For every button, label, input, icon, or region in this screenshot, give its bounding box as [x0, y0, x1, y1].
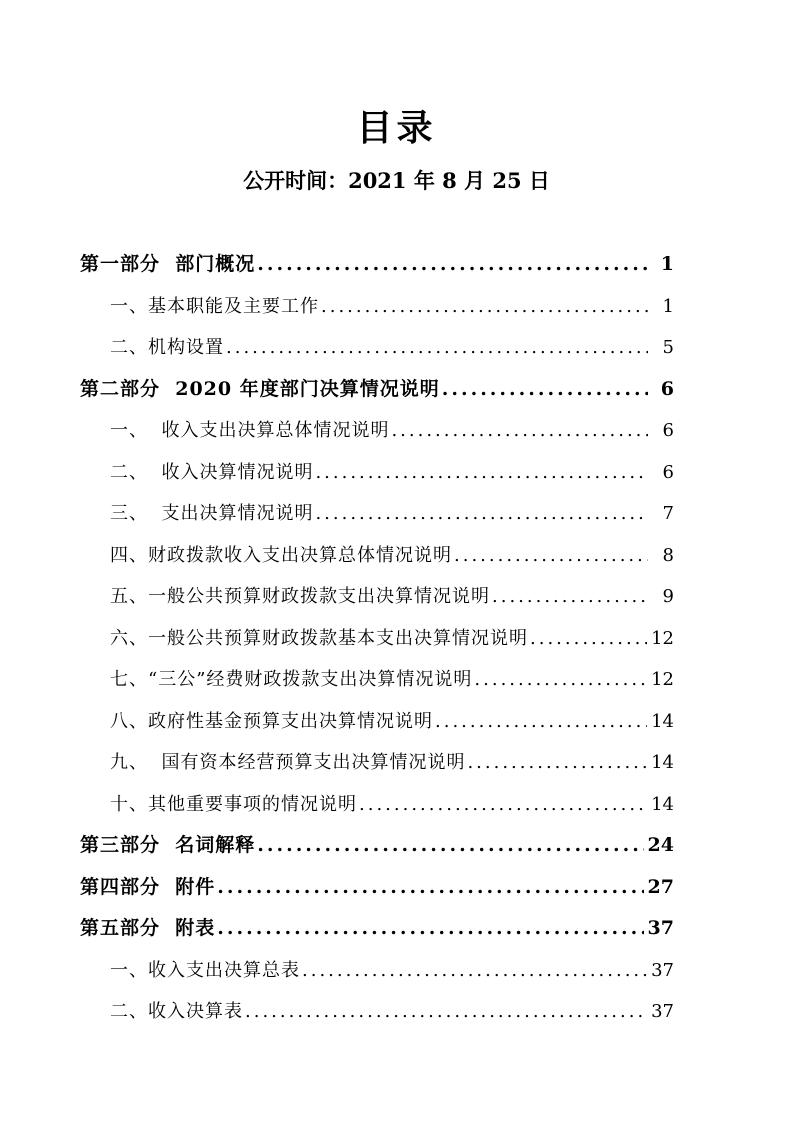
- toc-entry-label: 第五部分 附表: [80, 917, 216, 939]
- toc-page-number: 6: [662, 420, 674, 441]
- toc-dot-leader: [435, 701, 647, 743]
- toc-subsection-entry[interactable]: [80, 659, 674, 701]
- toc-page-number: 37: [647, 917, 674, 939]
- toc-entry-label: 三、 支出决算情况说明: [110, 503, 314, 524]
- toc-page-number: 37: [651, 959, 674, 981]
- toc-dot-leader: [217, 908, 643, 950]
- toc-page-number: 14: [651, 793, 674, 815]
- toc-dot-leader: [315, 452, 648, 494]
- toc-dot-leader: [474, 659, 647, 701]
- toc-subsection-entry[interactable]: [80, 701, 674, 743]
- toc-page-number: 27: [647, 875, 674, 898]
- toc-dot-leader: [391, 410, 648, 452]
- toc-subsection-entry[interactable]: [80, 493, 674, 535]
- toc-entry-label: 十、其他重要事项的情况说明: [110, 793, 357, 815]
- toc-page-number: 5: [662, 337, 674, 358]
- table-of-contents: [80, 244, 674, 1033]
- toc-entry-label: 七、“三公”经费财政拨款支出决算情况说明: [110, 669, 473, 690]
- toc-subsection-entry[interactable]: [80, 576, 674, 618]
- toc-page-number: 6: [662, 461, 674, 483]
- toc-page-number: 1: [662, 295, 674, 317]
- toc-subsection-entry[interactable]: [80, 784, 674, 826]
- toc-entry-label: 四、财政拨款收入支出决算总体情况说明: [110, 544, 452, 566]
- toc-subsection-entry[interactable]: [80, 950, 674, 992]
- page-title: 目录: [356, 107, 437, 149]
- toc-entry-label: 六、一般公共预算财政拨款基本支出决算情况说明: [110, 627, 528, 649]
- toc-subsection-entry[interactable]: [80, 327, 674, 369]
- toc-page-number: 24: [647, 834, 674, 856]
- toc-subsection-entry[interactable]: [80, 286, 674, 328]
- toc-dot-leader: [302, 950, 647, 992]
- toc-entry-label: 五、一般公共预算财政拨款支出决算情况说明: [110, 586, 490, 607]
- toc-section-entry[interactable]: [80, 825, 674, 867]
- toc-section-entry[interactable]: [80, 369, 674, 411]
- toc-dot-leader: [257, 825, 643, 867]
- toc-entry-label: 第三部分 名词解释: [80, 834, 256, 856]
- toc-dot-leader: [442, 369, 648, 411]
- toc-dot-leader: [315, 493, 648, 535]
- toc-entry-label: 第四部分 附件: [80, 875, 216, 898]
- toc-entry-label: 第一部分 部门概况: [80, 253, 256, 275]
- toc-entry-label: 一、收入支出决算总表: [110, 959, 300, 981]
- toc-dot-leader: [359, 784, 647, 826]
- toc-entry-label: 二、收入决算表: [110, 1001, 243, 1022]
- toc-dot-leader: [492, 576, 648, 618]
- toc-subsection-entry[interactable]: [80, 535, 674, 577]
- toc-page-number: 12: [651, 627, 674, 649]
- toc-section-entry[interactable]: [80, 908, 674, 950]
- toc-entry-label: 九、 国有资本经营预算支出决算情况说明: [110, 752, 466, 773]
- toc-page-number: 7: [662, 503, 674, 524]
- toc-dot-leader: [217, 867, 643, 909]
- toc-page-number: 12: [651, 669, 674, 690]
- toc-dot-leader: [257, 244, 648, 286]
- toc-entry-label: 二、机构设置: [110, 337, 224, 358]
- toc-subsection-entry[interactable]: [80, 618, 674, 660]
- toc-page-number: 37: [651, 1001, 674, 1022]
- toc-subsection-entry[interactable]: [80, 452, 674, 494]
- publish-date: 公开时间：2021 年 8 月 25 日: [243, 168, 550, 193]
- toc-page-number: 1: [660, 253, 674, 275]
- toc-page-number: 6: [660, 377, 674, 400]
- toc-entry-label: 二、 收入决算情况说明: [110, 461, 314, 483]
- toc-section-entry[interactable]: [80, 867, 674, 909]
- toc-entry-label: 第二部分 2020 年度部门决算情况说明: [80, 377, 440, 400]
- toc-page-number: 14: [651, 710, 674, 732]
- toc-entry-label: 一、基本职能及主要工作: [110, 295, 319, 317]
- toc-entry-label: 八、政府性基金预算支出决算情况说明: [110, 710, 433, 732]
- toc-subsection-entry[interactable]: [80, 742, 674, 784]
- toc-page-number: 9: [662, 586, 674, 607]
- toc-dot-leader: [454, 535, 648, 577]
- toc-entry-label: 一、 收入支出决算总体情况说明: [110, 420, 390, 441]
- toc-dot-leader: [530, 618, 647, 660]
- toc-section-entry[interactable]: [80, 244, 674, 286]
- toc-subsection-entry[interactable]: [80, 991, 674, 1033]
- toc-dot-leader: [467, 742, 647, 784]
- toc-page-number: 14: [651, 752, 674, 773]
- toc-dot-leader: [245, 991, 647, 1033]
- toc-dot-leader: [321, 286, 648, 328]
- toc-dot-leader: [226, 327, 648, 369]
- toc-subsection-entry[interactable]: [80, 410, 674, 452]
- toc-page-number: 8: [662, 544, 674, 566]
